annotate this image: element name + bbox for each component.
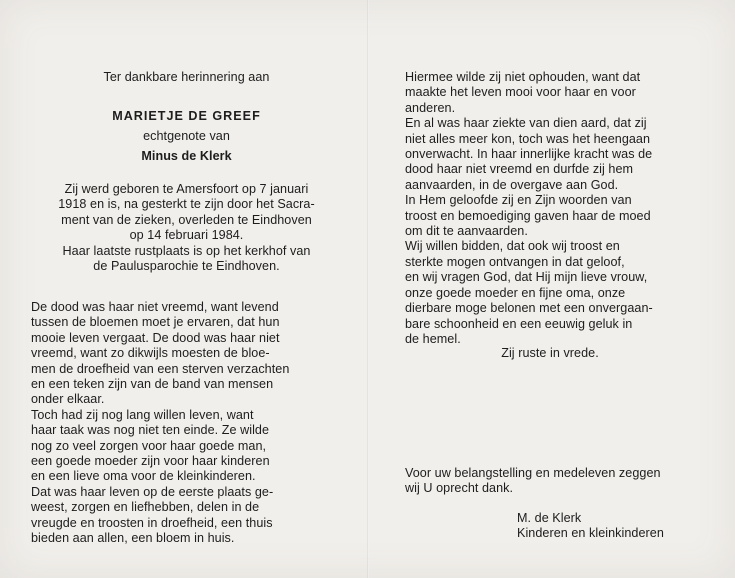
- text-line: vreugde en troosten in droefheid, een thuis: [31, 515, 273, 530]
- text-line: een goede moeder zijn voor haar kinderen: [31, 454, 270, 469]
- birth-line: ment van de zieken, overleden te Eindhoven: [61, 212, 312, 227]
- birth-line: op 14 februari 1984.: [129, 228, 244, 243]
- thanks-line: Voor uw belangstelling en medeleven zeggen: [405, 466, 661, 480]
- text-line: De dood was haar niet vreemd, want levend: [31, 300, 279, 314]
- text-line: Hiermee wilde zij niet ophouden, want dat: [405, 70, 641, 84]
- text-line: nog zo veel zorgen voor haar goede man,: [31, 438, 267, 453]
- text-line: niet alles meer kon, toch was het heengaan: [405, 131, 651, 146]
- text-line: maakte het leven mooi voor haar en voor: [405, 85, 636, 100]
- text-line: In Hem geloofde zij en Zijn woorden van: [405, 193, 632, 208]
- header-text: Ter dankbare herinnering aan: [103, 70, 270, 84]
- thanks-line: wij U oprecht dank.: [405, 481, 514, 496]
- text-line: en een teken zijn van de band van mensen: [31, 377, 274, 392]
- closing-text: Zij ruste in vrede.: [501, 346, 599, 360]
- text-line: om dit te aanvaarden.: [405, 224, 528, 239]
- deceased-name: MARIETJE DE GREEF: [112, 109, 261, 123]
- text-line: en wij vragen God, dat Hij mijn lieve vrouw,: [405, 270, 648, 285]
- left-paragraph-1: [31, 300, 342, 547]
- signature-block: [517, 511, 707, 542]
- text-line: onverwacht. In haar innerlijke kracht was de: [405, 147, 653, 162]
- text-line: bare schoonheid en een eeuwig geluk in: [405, 316, 633, 331]
- text-line: vreemd, want zo dikwijls moesten de bloe-: [31, 346, 270, 361]
- text-line: en een lieve oma voor de kleinkinderen.: [31, 469, 256, 484]
- text-line: onder elkaar.: [31, 392, 105, 407]
- text-line: mooie leven vergaat. De dood was haar niet: [31, 330, 280, 345]
- text-line: weest, zorgen en liefhebben, delen in de: [31, 500, 260, 515]
- text-line: dierbare moge belonen met een onvergaan-: [405, 301, 653, 316]
- text-line: En al was haar ziekte van dien aard, dat zij: [405, 116, 647, 131]
- card-fold: [367, 0, 369, 578]
- text-line: troost en bemoediging gaven haar de moed: [405, 208, 651, 223]
- text-line: aanvaarden, in de overgave aan God.: [405, 177, 619, 192]
- spouse-name: Minus de Klerk: [141, 149, 232, 163]
- text-line: haar taak was nog niet ten einde. Ze wilde: [31, 423, 270, 438]
- rest-line: de Paulusparochie te Eindhoven.: [93, 259, 280, 274]
- rest-line: Haar laatste rustplaats is op het kerkhof van: [62, 243, 311, 258]
- spouse-label: echtgenote van: [143, 129, 230, 143]
- birth-block: [31, 182, 342, 274]
- text-line: de hemel.: [405, 331, 461, 346]
- text-line: men de droefheid van een sterven verzachten: [31, 361, 290, 376]
- thanks-block: [405, 466, 700, 497]
- text-line: Toch had zij nog lang willen leven, want: [31, 407, 254, 422]
- text-line: anderen.: [405, 100, 456, 115]
- text-line: Wij willen bidden, dat ook wij troost en: [405, 239, 620, 254]
- birth-line: Zij werd geboren te Amersfoort op 7 januari: [64, 182, 309, 196]
- signature-line: M. de Klerk: [517, 511, 582, 525]
- right-paragraphs: [405, 70, 695, 347]
- text-line: onze goede moeder en fijne oma, onze: [405, 285, 626, 300]
- birth-line: 1918 en is, na gesterkt te zijn door het Sacra-: [58, 197, 315, 212]
- signature-line: Kinderen en kleinkinderen: [517, 526, 664, 541]
- text-line: tussen de bloemen moet je ervaren, dat hun: [31, 315, 280, 330]
- text-line: bieden aan allen, een bloem in huis.: [31, 531, 235, 546]
- text-line: dood haar niet vreemd en durfde zij hem: [405, 162, 634, 177]
- text-line: Dat was haar leven op de eerste plaats ge-: [31, 484, 274, 499]
- text-line: sterkte mogen ontvangen in dat geloof,: [405, 254, 625, 269]
